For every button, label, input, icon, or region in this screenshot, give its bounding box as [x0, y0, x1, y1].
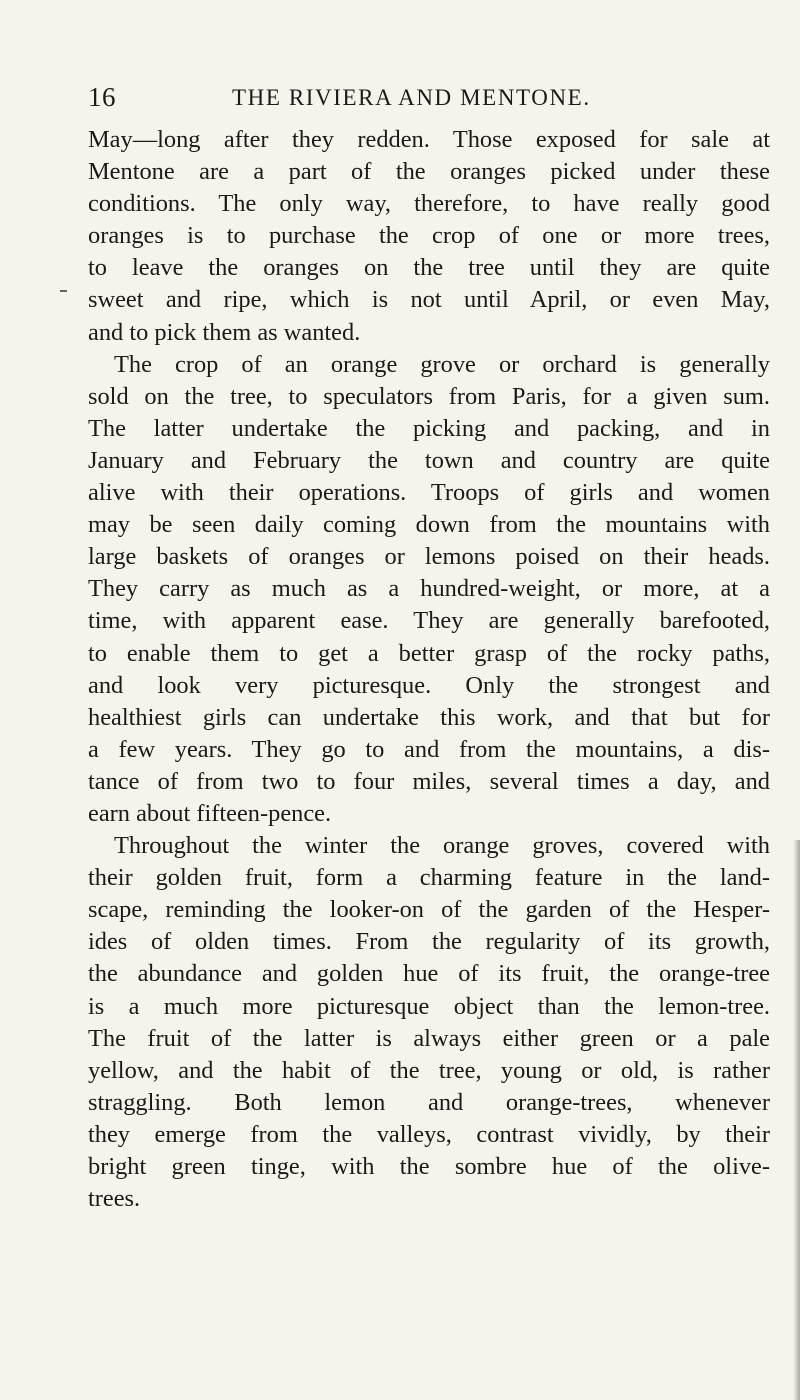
text-line: Mentone are a part of the oranges picked under these: [88, 158, 770, 186]
text-line: is a much more picturesque object than the lemon-tree.: [88, 992, 770, 1020]
text-line: They carry as much as a hundred-weight, or more, at a: [88, 575, 770, 603]
margin-mark: [60, 290, 67, 292]
text-line: oranges is to purchase the crop of one or more trees,: [88, 222, 770, 250]
text-line: their golden fruit, form a charming feature in the land-: [88, 864, 770, 892]
text-line: to leave the oranges on the tree until they are quite: [88, 254, 770, 282]
body-text: [88, 124, 770, 1215]
text-line: January and February the town and country are quite: [88, 446, 770, 474]
text-line: tance of from two to four miles, several times a day, and: [88, 767, 770, 795]
text-line: healthiest girls can undertake this work, and that but for: [88, 703, 770, 731]
text-line: time, with apparent ease. They are generally barefooted,: [88, 607, 770, 635]
text-line: Throughout the winter the orange groves, covered with: [114, 832, 770, 860]
text-line: they emerge from the valleys, contrast vividly, by their: [88, 1120, 770, 1148]
text-line: trees.: [88, 1185, 141, 1213]
running-head: THE RIVIERA AND MENTONE.: [232, 85, 591, 110]
text-line: The latter undertake the picking and packing, and in: [88, 414, 770, 442]
page-number: 16: [88, 82, 116, 112]
page-edge-shadow: [793, 840, 800, 1400]
text-line: ides of olden times. From the regularity of its growth,: [88, 928, 770, 956]
text-line: bright green tinge, with the sombre hue of the olive-: [88, 1153, 770, 1180]
text-line: and to pick them as wanted.: [88, 318, 361, 346]
text-line: yellow, and the habit of the tree, young or old, is rather: [88, 1056, 770, 1084]
text-line: alive with their operations. Troops of girls and women: [88, 479, 770, 507]
text-line: large baskets of oranges or lemons poised on their heads.: [88, 543, 770, 571]
page-header: [88, 82, 728, 118]
text-line: The fruit of the latter is always either green or a pale: [88, 1024, 770, 1052]
text-line: earn about fifteen-pence.: [88, 799, 332, 827]
text-line: the abundance and golden hue of its fruit, the orange-tree: [88, 960, 770, 988]
text-line: to enable them to get a better grasp of the rocky paths,: [88, 639, 770, 667]
text-line: May—long after they redden. Those exposed for sale at: [88, 126, 770, 153]
text-line: may be seen daily coming down from the mountains with: [88, 511, 770, 539]
text-line: scape, reminding the looker-on of the garden of the Hesper-: [88, 896, 770, 924]
text-line: sweet and ripe, which is not until April, or even May,: [88, 286, 770, 314]
text-line: conditions. The only way, therefore, to have really good: [88, 190, 770, 218]
text-line: a few years. They go to and from the mountains, a dis-: [88, 735, 770, 763]
text-line: sold on the tree, to speculators from Paris, for a given sum.: [88, 382, 770, 410]
text-line: straggling. Both lemon and orange-trees, whenever: [88, 1088, 770, 1116]
text-line: and look very picturesque. Only the strongest and: [88, 671, 770, 699]
text-line: The crop of an orange grove or orchard is generally: [114, 350, 770, 378]
